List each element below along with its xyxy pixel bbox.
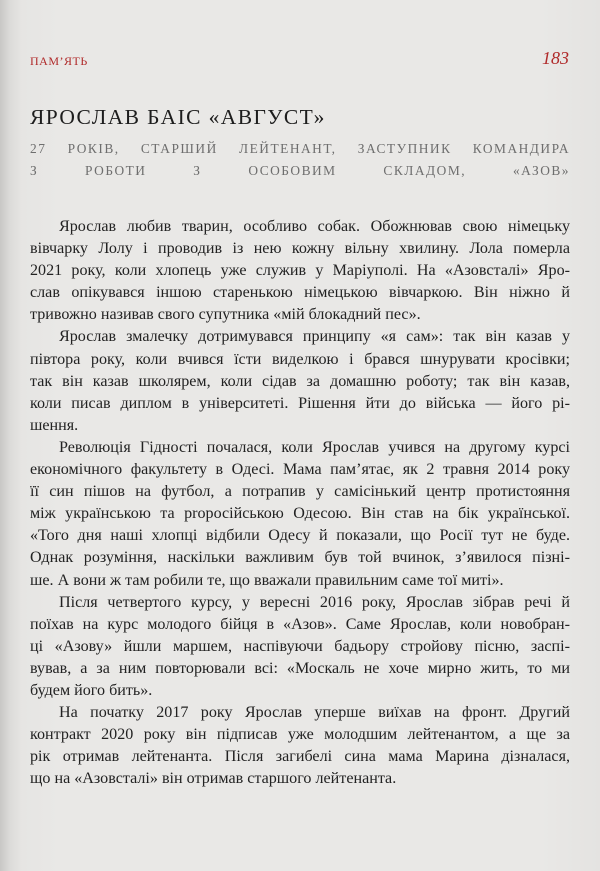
paragraph [30,326,570,436]
paragraph [30,592,570,702]
text-line: шення. [30,416,79,434]
article-subtitle [30,138,570,182]
text-line: будем його бить». [30,681,153,699]
text-line: слав опікувався іншою старенькою німецькою вівчаркою. Він ніжно й [30,284,570,302]
text-line: що на «Азовсталі» він отримав старшого лейтенанта. [30,770,397,788]
paragraph [30,702,570,790]
running-head: ПАМ’ЯТЬ [30,54,88,68]
text-line: «Того дня наші хлопці відбили Одесу й показали, що Росії тут не буде. [30,527,570,545]
text-line: На початку 2017 року Ярослав уперше виїхав на фронт. Другий [59,704,570,722]
text-line: Ярослав змалечку дотримувався принципу «я сам»: так він казав у [59,328,570,346]
paragraph [30,216,570,326]
text-line: рік отримав лейтенанта. Після загибелі сина мама Марина дізналася, [30,748,570,766]
subtitle-line: 27 РОКІВ, СТАРШИЙ ЛЕЙТЕНАНТ, ЗАСТУПНИК КОМАНДИРА [30,141,570,156]
text-line: її син пішов на футбол, а потрапив у самісінький центр протистояння [30,483,570,501]
text-line: вівчарку Лолу і проводив із нею кожну вільну хвилину. Лола померла [30,240,570,258]
text-line: тривожно називав свого супутника «мій блокадний пес». [30,306,421,324]
text-line: контракт 2020 року він підписав уже молодшим лейтенантом, а ще за [30,726,570,744]
subtitle-line: З РОБОТИ З ОСОБОВИМ СКЛАДОМ, «АЗОВ» [30,163,570,178]
paragraph [30,437,570,592]
text-line: 2021 року, коли хлопець уже служив у Маріуполі. На «Азовсталі» Яро- [30,262,570,280]
article-body [30,216,570,790]
text-line: ці «Азову» йшли маршем, наспівуючи бадьору стройову пісню, заспі- [30,637,570,655]
text-line: Революція Гідності почалася, коли Ярослав учився на другому курсі [59,438,570,456]
article-title: ЯРОСЛАВ БАІС «АВГУСТ» [30,105,326,129]
text-line: вував, а за ним повторювали всі: «Москаль не хоче мирно жить, то ми [30,659,570,677]
text-line: коли писав диплом в університеті. Рішення йти до війська — його рі- [30,394,570,412]
text-line: так він казав школярем, коли сідав за домашню роботу; так він казав, [30,372,570,390]
page-number: 183 [542,48,569,68]
text-line: між українською та proросійською Одесою. Він став на бік української. [30,505,570,523]
text-line: Після четвертого курсу, у вересні 2016 року, Ярослав зібрав речі й [59,593,570,611]
text-line: півтора року, коли вчився їсти виделкою і брався шнурувати кросівки; [30,350,570,368]
text-line: Ярослав любив тварин, особливо собак. Обожнював свою німецьку [59,218,570,235]
text-line: економічного факультету в Одесі. Мама пам’ятає, як 2 травня 2014 року [30,461,570,479]
text-line: Однак розуміння, наскільки важливим був той вчинок, з’явилося пізні- [30,549,570,567]
text-line: поїхав на курс молодого бійця в «Азов». Саме Ярослав, коли новобран- [30,615,570,633]
text-line: ше. А вони ж там робили те, що вважали правильним саме тої миті». [30,571,504,589]
